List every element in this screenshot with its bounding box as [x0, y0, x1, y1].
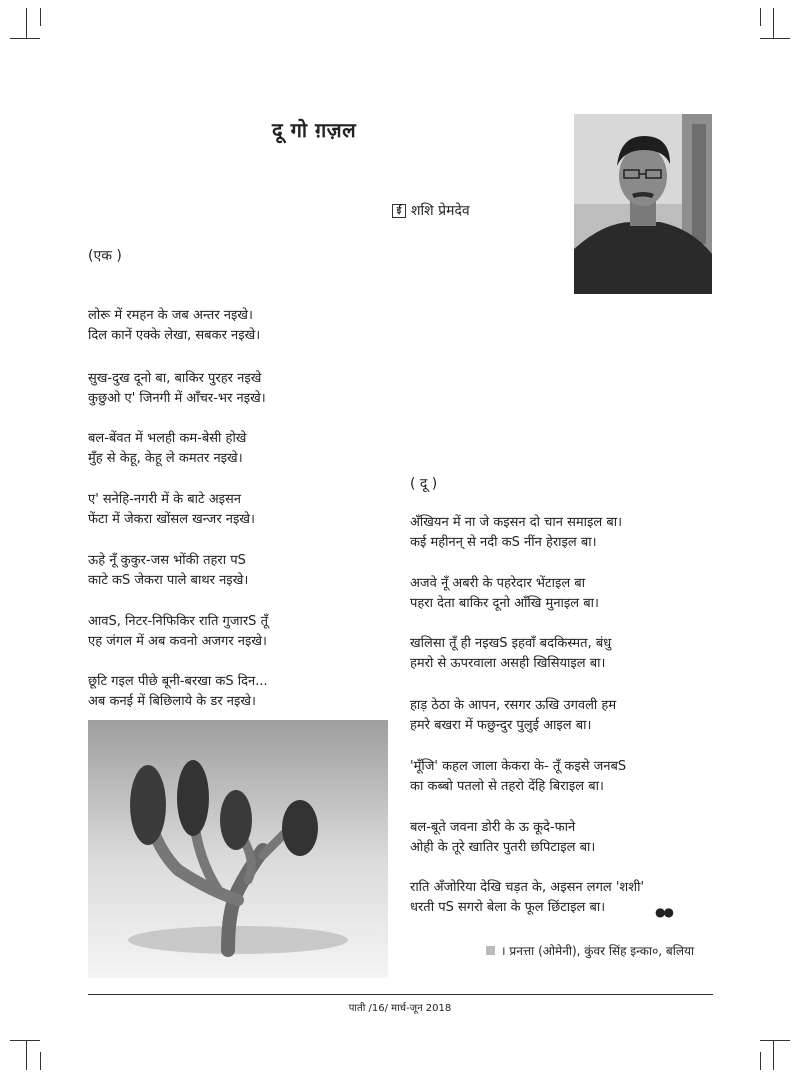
stanza: [88, 306, 260, 346]
section-label-ek: (एक ): [88, 248, 122, 264]
stanza: [410, 818, 595, 858]
verse-line: बल-बूते जवना डोरी के ऊ कूदे-फाने: [410, 820, 576, 835]
verse-line: फेंटा में जेकरा खोंसल खन्जर नइखे।: [88, 512, 255, 527]
verse-line: ओही के तूरे खातिर पुतरी छपिटाइल बा।: [410, 840, 596, 855]
verse-line: लोरू में रमहन के जब अन्तर नइखे।: [88, 308, 253, 323]
page-title: दू गो ग़ज़ल: [272, 118, 357, 142]
verse-line: अँखियन में ना जे कइसन दो चान समाइल बा।: [410, 515, 623, 530]
verse-line: ऊहे नूँ कुकुर-जस भोंकी तहरा पS: [88, 553, 246, 568]
cactus-illustration: [88, 720, 388, 978]
stanza: [88, 369, 266, 409]
stanza: [410, 513, 622, 553]
address-text: । प्रनत्ता (ओमेनी), कुंवर सिंह इन्का०, बलिया: [501, 944, 695, 958]
page-footer: पाती /16/ मार्च-जून 2018: [348, 1003, 452, 1014]
verse-line: हाड़ ठेठा के आपन, रसगर ऊखि उगवली हम: [410, 698, 617, 713]
author-byline: [392, 201, 470, 220]
section-label-du: ( दू ): [410, 476, 438, 492]
stanza: [410, 574, 599, 614]
author-address: [486, 942, 694, 959]
verse-line: दिल कानें एक्के लेखा, सबकर नइखे।: [88, 328, 261, 343]
pen-nib-icon: ई: [392, 204, 406, 218]
verse-line: अब कनई में बिछिलाये के डर नइखे।: [88, 694, 256, 709]
footer-rule: [88, 994, 713, 995]
stanza: [410, 878, 644, 918]
verse-line: कुछुओ ए' जिनगी में आँचर-भर नइखे।: [88, 391, 266, 406]
stanza: [88, 551, 248, 591]
verse-line: अजवे नूँ अबरी के पहरेदार भेंटाइल बा: [410, 576, 586, 591]
verse-line: हमरो से ऊपरवाला असही खिसियाइल बा।: [410, 656, 606, 671]
verse-line: काटे कS जेकरा पाले बाथर नइखे।: [88, 573, 249, 588]
verse-line: हमरे बखरा में फछुन्दुर पुलुई आइल बा।: [410, 718, 592, 733]
stanza: [410, 757, 626, 797]
stanza: [88, 672, 268, 712]
stanza: [88, 490, 255, 530]
author-name: शशि प्रेमदेव: [411, 203, 470, 219]
verse-line: पहरा देता बाकिर दूनो आँखि मुनाइल बा।: [410, 596, 599, 611]
author-photo: [574, 114, 712, 294]
stanza: [410, 696, 616, 736]
verse-line: छूटि गइल पीछे बूनी-बरखा कS दिन...: [88, 674, 268, 689]
verse-line: सुख-दुख दूनो बा, बाकिर पुरहर नइखे: [88, 371, 262, 386]
verse-line: ए' सनेहि-नगरी में के बाटे अइसन: [88, 492, 242, 507]
verse-line: कई महीनन् से नदी कS नींन हेराइल बा।: [410, 535, 597, 550]
verse-line: मुँह से केहू, केहू ले कमतर नइखे।: [88, 451, 243, 466]
verse-line: का कब्बो पतलो से तहरो देंहि बिराइल बा।: [410, 779, 604, 794]
end-mark: ●●: [655, 905, 672, 919]
verse-line: खलिसा तूँ ही नइखS इहवाँ बदकिस्मत, बंधु: [410, 636, 612, 651]
verse-line: राति अँजोरिया देखि चड़त के, अइसन लगल 'शशी': [410, 880, 645, 895]
bullet-square-icon: [486, 946, 495, 955]
verse-line: धरती पS सगरो बेला के फूल छिंटाइल बा।: [410, 900, 606, 915]
verse-line: 'मूँजि' कहल जाला केकरा के- तूँ कइसे जनबS: [410, 759, 627, 774]
stanza: [88, 612, 268, 652]
stanza: [88, 429, 246, 469]
verse-line: आवS, निटर-निफिकिर राति गुजारS तूँ: [88, 614, 268, 629]
stanza: [410, 634, 611, 674]
verse-line: एह जंगल में अब कवनो अजगर नइखे।: [88, 634, 267, 649]
verse-line: बल-बेंवत में भलही कम-बेसी होखे: [88, 431, 247, 446]
